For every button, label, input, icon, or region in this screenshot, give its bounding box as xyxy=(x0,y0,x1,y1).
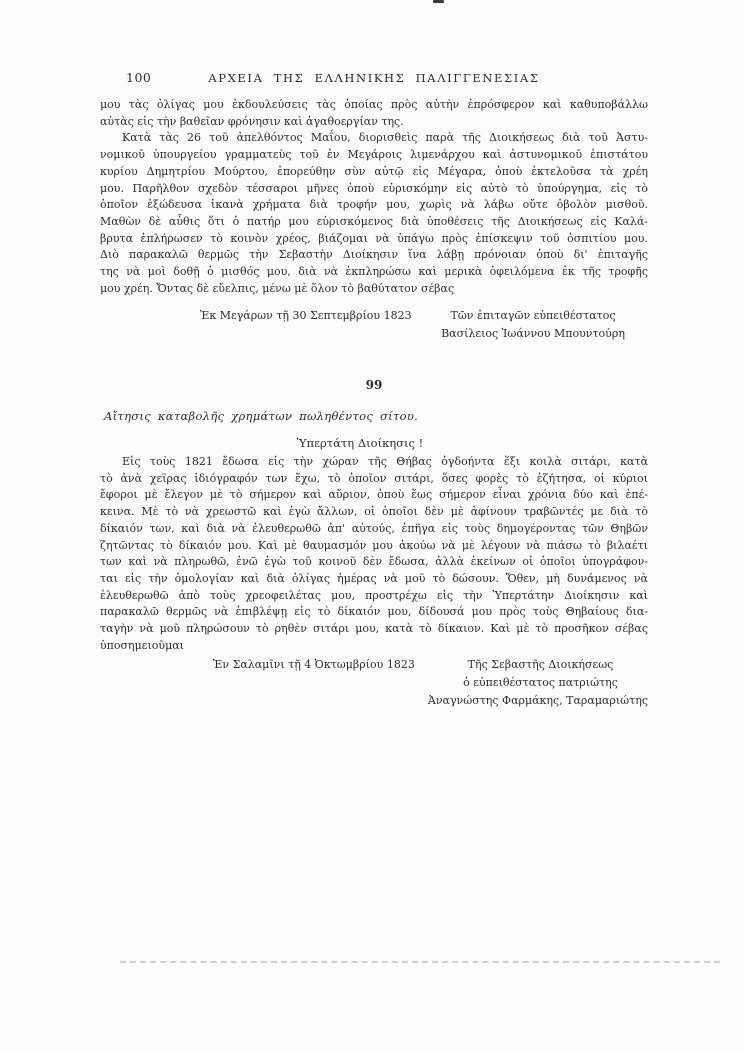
text-line: κεινα. Μὲ τὸ νὰ χρεωστῶ καὶ ἐγὼ ἄλλων, οἱ ὁποῖοι δὲν μὲ ἀφίνουν τραβῶντές με διὰ τὸ xyxy=(100,505,648,519)
text-line: ὑποσημειοῦμαι xyxy=(100,638,184,652)
text-line: νομικοῦ ὑπουργείου γραμματεὺς τοῦ ἐν Μεγάροις λιμενάρχου καὶ ἀστυνομικοῦ ἐπιστάτου xyxy=(100,148,648,162)
doc99-salutation: Ὑπερτάτη Διοίκησις ! xyxy=(296,436,424,450)
text-line: Εἰς τοὺς 1821 ἔδωσα εἰς τὴν χώραν τῆς Θήβας ὀγδοήντα ἕξι κοιλὰ σιτάρι, κατὰ xyxy=(122,455,648,468)
doc98-body xyxy=(100,97,648,297)
text-line: των καὶ νὰ πληρωθῶ, ἐνῶ ἐγὼ τοῦ κοινοῦ δὲν ἔδωσα, ἀλλὰ ἐκείνων οἱ ὁποῖοι ὑπογράφον- xyxy=(100,555,648,569)
text-line: ὁποῖον ἐξώδευσα ἱκανὰ χρήματα διὰ τροφήν μου, χωρὶς νὰ λάβω οὔτε ὀβολὸν μισθοῦ. xyxy=(100,198,648,212)
doc99-body xyxy=(100,454,648,654)
text-line: δίκαιόν των, καὶ διὰ νὰ ἐλευθερωθῶ ἀπ' αὐτούς, ἐπῆγα εἰς τοὺς δημογέροντας τῶν Θηβῶν xyxy=(100,521,648,535)
text-line: μου. Παρῆλθον σχεδὸν τέσσαροι μῆνες ὁποὺ εὑρισκόμην εἰς αὐτὸ τὸ ὑπούργημα, εἰς τὸ xyxy=(100,181,648,195)
doc98-signature: Βασίλειος Ἰωάννου Μπουντούρη xyxy=(441,326,625,340)
text-line: τὸ ἀνὰ χεῖρας ἰδιόγραφόν των ἔχω, τὸ ὁποῖον σιτάρι, ὅσες φορὲς τὸ ἐζήτησα, οἱ κύριοι xyxy=(100,471,648,485)
doc98-dateline: Ἐκ Μεγάρων τῇ 30 Σεπτεμβρίου 1823 xyxy=(200,309,412,322)
doc99-number: 99 xyxy=(365,378,383,392)
doc99-closing-line1: Τῆς Σεβαστῆς Διοικήσεως xyxy=(467,658,614,671)
text-line: Κατὰ τὰς 26 τοῦ ἀπελθόντος Μαΐου, διορισθεὶς παρὰ τῆς Διοικήσεως διὰ τοῦ Ἀστυ- xyxy=(122,131,648,145)
header-title: ΑΡΧΕΙΑ ΤΗΣ ΕΛΛΗΝΙΚΗΣ ΠΑΛΙΓΓΕΝΕΣΙΑΣ xyxy=(208,71,540,85)
text-line: ται εἰς τὴν ὁμολογίαν καὶ διὰ ὀλίγας ἡμέρας νὰ μοῦ τὸ δώσουν. Ὅθεν, μὴ δυνάμενος νὰ xyxy=(100,571,648,585)
page-number: 100 xyxy=(126,70,152,85)
text-line: βρυτα ἐπλήρωσεν τὸ κοινὸν χρέος, βιάζομαι νὰ ὑπάγω πρὸς ἐπίσκεψιν τοῦ ὁσπιτίου μου. xyxy=(100,231,648,245)
text-line: ζητῶντας τὸ δίκαιόν μου. Καὶ μὲ θαυμασμόν μου ἀκούω νὰ μὲ λέγουν νὰ πιάσω τὸ βιλαέτι xyxy=(100,538,648,552)
page-header xyxy=(100,70,648,88)
text-line: ἔφοροι μὲ ἔλεγον μὲ τὸ σήμερον καὶ αὔριον, ὁποὺ ἕως σήμερον εἶναι χρόνια δύο καὶ ἐπέ- xyxy=(100,488,648,502)
text-line: της νὰ μοὶ δοθῇ ὁ μισθός μου, διὰ νὰ ἐκπληρώσω καὶ μερικὰ ὀφειλόμενα ἐκ τῆς τροφῆς xyxy=(100,265,648,279)
text-line: Διὸ παρακαλῶ θερμῶς τὴν Σεβαστὴν Διοίκησιν ἵνα λάβῃ πρόνοιαν ὁποὺ δι' ἐπιταγῆς xyxy=(100,248,648,262)
scan-artifact-dashed-line xyxy=(120,961,720,963)
text-line: ἐλευθερωθῶ ἀπὸ τοὺς χρεοφειλέτας μου, προστρέχω εἰς τὴν Ὑπερτάτην Διοίκησιν καὶ xyxy=(100,588,648,602)
text-line: κυρίου Δημητρίου Μούρτου, ἐπορεύθην σὺν αὐτῷ εἰς Μέγαρα, ὁποὺ ἐκτελοῦσα τὰ χρέη xyxy=(100,164,648,178)
doc98-signature-block xyxy=(100,308,648,342)
doc99-closing-line2: ὁ εὐπειθέστατος πατριώτης xyxy=(463,675,618,689)
doc99-dateline: Ἐν Σαλαμῖνι τῇ 4 Ὀκτωμβρίου 1823 xyxy=(213,658,415,671)
doc99-closing xyxy=(433,657,648,691)
doc98-closing xyxy=(418,308,648,342)
doc99-signature: Ἀναγνώστης Φαρμάκης, Ταραμαριώτης xyxy=(427,694,648,708)
doc99-signature-block xyxy=(100,657,648,710)
doc98-closing-line: Τῶν ἐπιταγῶν εὐπειθέστατος xyxy=(450,309,616,322)
scan-artifact-top xyxy=(433,0,444,3)
text-line: παρακαλῶ θερμῶς νὰ ἐπιβλέψῃ εἰς τὸ δίκαιόν μου, δίδουσά μου πρὸς τοὺς Θηβαίους δια- xyxy=(100,605,648,619)
text-line: Μαθὼν δὲ αὖθις ὅτι ὁ πατήρ μου εὑρισκόμενος διὰ ὑποθέσεις τῆς Διοικήσεως εἰς Καλά- xyxy=(100,214,648,228)
text-line: αὐτὰς εἰς τὴν βαθεῖαν φρόνησιν καὶ ἀγαθοεργίαν της. xyxy=(100,114,404,128)
text-line: μου τὰς ὀλίγας μου ἐκδουλεύσεις τὰς ὁποίας πρὸς αὐτὴν ἐπρόσφερον καὶ καθυποβάλλω xyxy=(100,98,648,111)
doc99-title: Αἴτησις καταβολῆς χρημάτων πωληθέντος σίτου. xyxy=(104,409,419,423)
text-line: ταγὴν νὰ μοῦ πληρώσουν τὸ ρηθὲν σιτάρι μου, κατὰ τὸ δίκαιον. Καὶ μὲ τὸ προσῆκον σέβας xyxy=(100,622,648,636)
text-line: μου χρέη. Ὄντας δὲ εὔελπις, μένω μὲ ὅλον τὸ βαθύτατον σέβας xyxy=(100,281,455,295)
